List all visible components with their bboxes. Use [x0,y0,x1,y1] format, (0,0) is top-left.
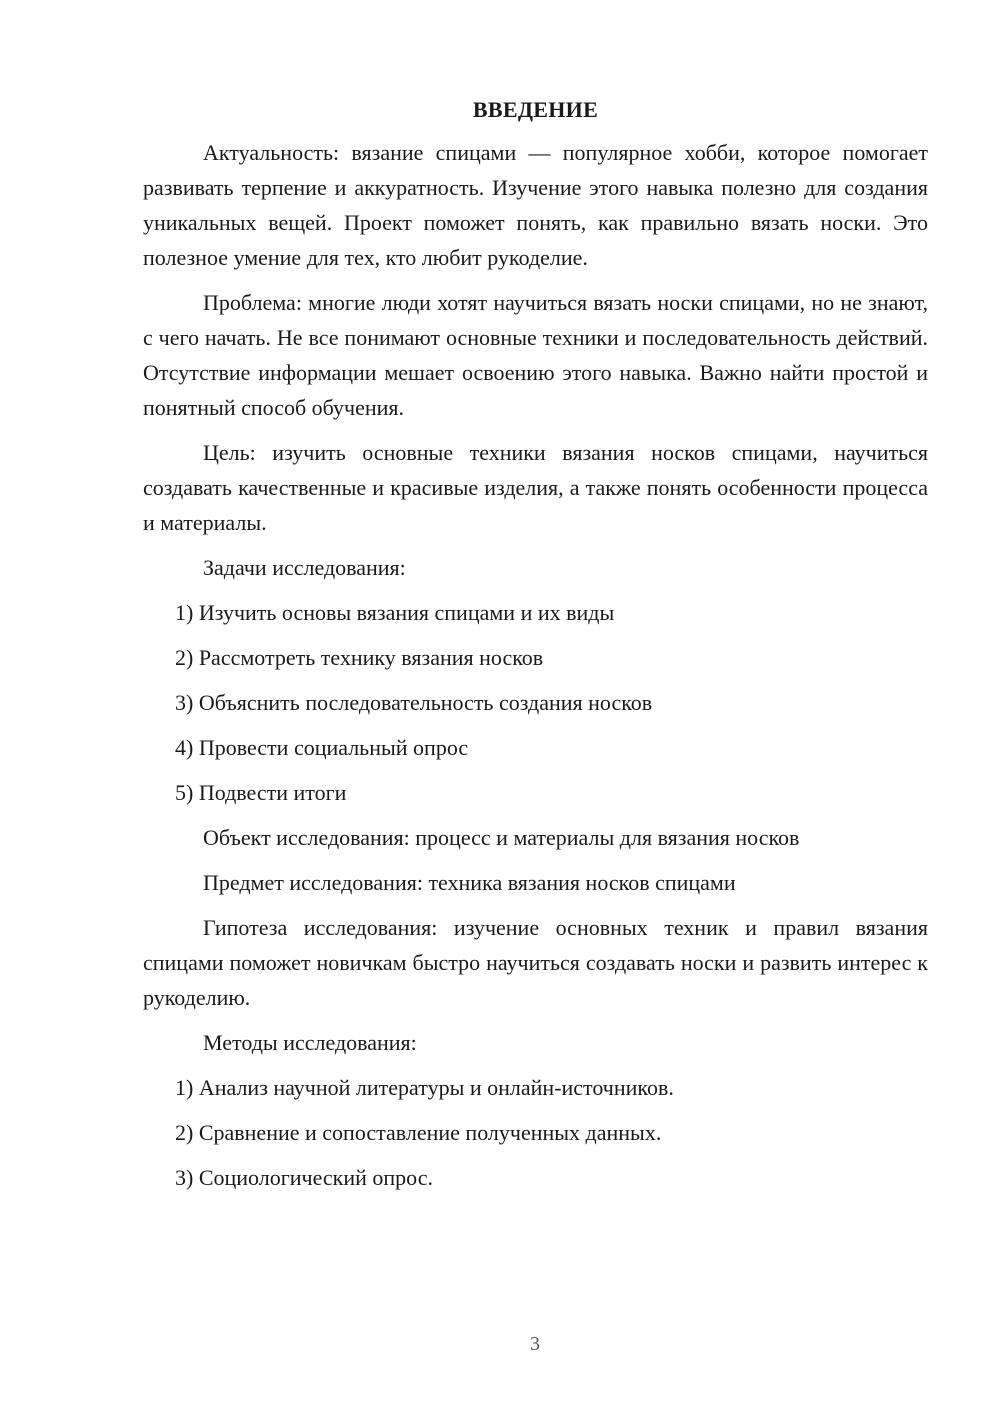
method-item: 2) Сравнение и сопоставление полученных данных. [175,1120,662,1145]
tasks-heading: Задачи исследования: [203,555,406,580]
method-item: 1) Анализ научной литературы и онлайн-источников. [175,1075,674,1100]
task-item: 3) Объяснить последовательность создания носков [175,690,653,715]
task-item: 1) Изучить основы вязания спицами и их виды [175,600,615,625]
relevance-paragraph: Актуальность: вязание спицами — популярное хобби, которое помогает развивать терпение и аккуратность. Изучение этого навыка полезно для создания уникальных вещей. Проект поможет понять, как правильно вязать носки. Это полезное умение для тех, кто любит рукоделие. [143,140,928,270]
goal-paragraph: Цель: изучить основные техники вязания носков спицами, научиться создавать качественные и красивые изделия, а также понять особенности процесса и материалы. [143,440,928,535]
methods-heading: Методы исследования: [203,1030,417,1055]
page-content [143,95,928,1205]
page-number: 3 [530,1333,540,1355]
hypothesis-paragraph: Гипотеза исследования: изучение основных техник и правил вязания спицами поможет новичкам быстро научиться создавать носки и развить интерес к рукоделию. [143,915,928,1010]
task-item: 5) Подвести итоги [175,780,347,805]
task-item: 4) Провести социальный опрос [175,735,469,760]
method-item: 3) Социологический опрос. [175,1165,433,1190]
task-item: 2) Рассмотреть технику вязания носков [175,645,544,670]
object-line: Объект исследования: процесс и материалы для вязания носков [203,825,800,850]
tasks-list [143,595,928,810]
problem-paragraph: Проблема: многие люди хотят научиться вязать носки спицами, но не знают, с чего начать. Не все понимают основные техники и последовательность действий. Отсутствие информации мешает освоению этого навыка. Важно найти простой и понятный способ обучения. [143,290,928,420]
subject-line: Предмет исследования: техника вязания носков спицами [203,870,736,895]
methods-list [143,1070,928,1195]
page-title: ВВЕДЕНИЕ [472,97,599,122]
